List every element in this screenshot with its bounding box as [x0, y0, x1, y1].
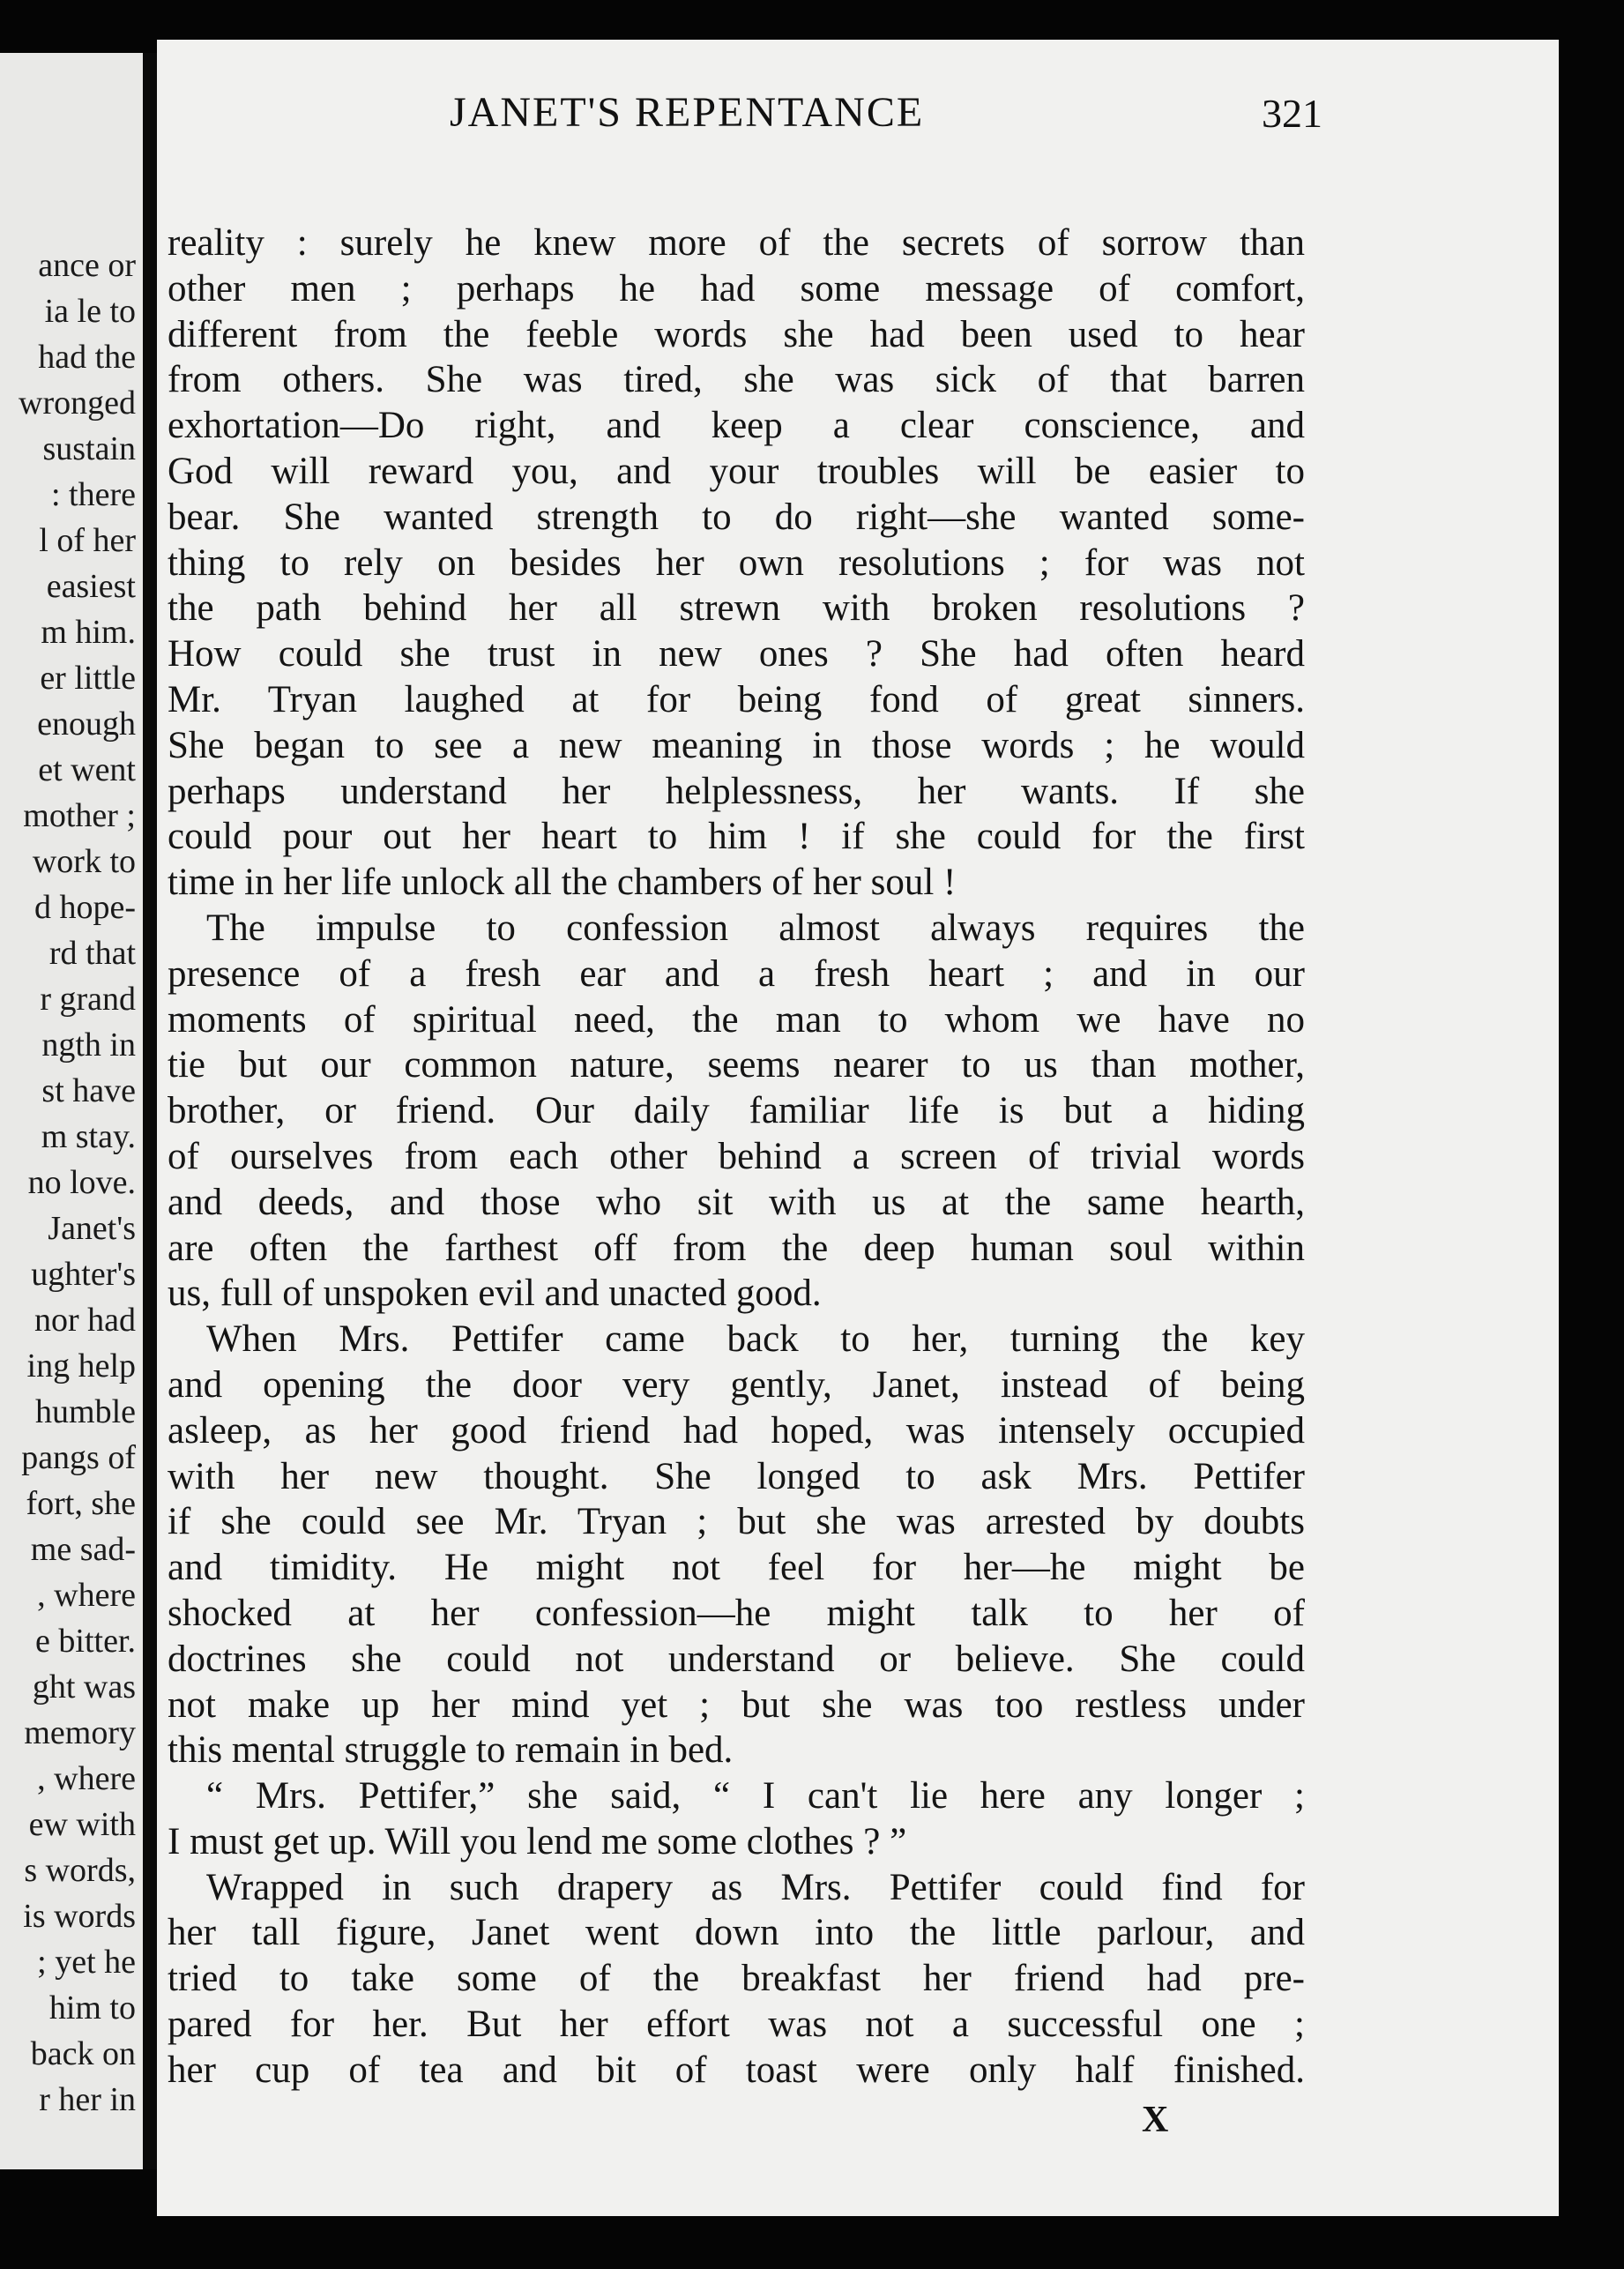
text-line: bear. She wanted strength to do right—she wanted some- — [168, 496, 1305, 538]
text-line: her cup of tea and bit of toast were only half finished. — [168, 2049, 1305, 2091]
text-line: She began to see a new meaning in those words ; he would — [168, 724, 1305, 766]
text-line: tried to take some of the breakfast her friend had pre- — [168, 1958, 1305, 2000]
text-line: moments of spiritual need, the man to whom we have no — [168, 998, 1305, 1041]
text-line: reality : surely he knew more of the secrets of sorrow than — [168, 222, 1305, 264]
facing-page-line: ia le to — [44, 293, 136, 330]
facing-page-text — [19, 243, 136, 2123]
facing-page-line: m stay. — [41, 1118, 136, 1155]
text-line: and opening the door very gently, Janet, instead of being — [168, 1363, 1305, 1406]
text-line: us, full of unspoken evil and unacted good. — [168, 1273, 822, 1315]
text-line: asleep, as her good friend had hoped, was intensely occupied — [168, 1409, 1305, 1452]
facing-page-line: e bitter. — [35, 1623, 136, 1660]
facing-page-line: Janet's — [48, 1210, 136, 1247]
text-line: exhortation—Do right, and keep a clear conscience, and — [168, 405, 1305, 447]
body-text — [168, 220, 1305, 2094]
facing-page-line: him to — [48, 1989, 136, 2026]
facing-page-line: ughter's — [31, 1256, 136, 1293]
facing-page-line: : there — [50, 476, 136, 513]
text-line: “ Mrs. Pettifer,” she said, “ I can't lie here any longer ; — [206, 1775, 1305, 1817]
text-line: doctrines she could not understand or believe. She could — [168, 1638, 1305, 1680]
facing-page-line: er little — [40, 660, 136, 697]
facing-page-line: back on — [30, 2035, 136, 2072]
text-line: if she could see Mr. Tryan ; but she was arrested by doubts — [168, 1501, 1305, 1543]
text-line: and timidity. He might not feel for her—he might be — [168, 1547, 1305, 1589]
facing-page-line: me sad- — [30, 1531, 136, 1568]
text-line: time in her life unlock all the chambers of her soul ! — [168, 862, 957, 904]
text-line: presence of a fresh ear and a fresh heart ; and in our — [168, 952, 1305, 995]
facing-page-line: ew with — [28, 1806, 136, 1843]
facing-page — [0, 53, 143, 2169]
text-line: The impulse to confession almost always requires the — [206, 907, 1305, 949]
facing-page-line: nor had — [34, 1302, 136, 1339]
facing-page-line: easiest — [46, 568, 136, 605]
facing-page-line: , where — [37, 1577, 136, 1614]
text-line: shocked at her confession—he might talk to her of — [168, 1592, 1305, 1634]
text-line: this mental struggle to remain in bed. — [168, 1729, 734, 1772]
facing-page-line: s words, — [24, 1852, 136, 1889]
facing-page-line: r her in — [39, 2081, 136, 2118]
running-head-title: JANET'S REPENTANCE — [450, 89, 925, 136]
text-line: perhaps understand her helplessness, her wants. If she — [168, 770, 1305, 812]
text-line: tie but our common nature, seems nearer to us than mother, — [168, 1044, 1305, 1086]
facing-page-line: ngth in — [41, 1026, 136, 1064]
text-line: different from the feeble words she had been used to hear — [168, 313, 1305, 355]
text-line: Mr. Tryan laughed at for being fond of great sinners. — [168, 678, 1305, 720]
facing-page-line: rd that — [48, 935, 136, 972]
text-line: How could she trust in new ones ? She had often heard — [168, 633, 1305, 675]
text-line: not make up her mind yet ; but she was too restless under — [168, 1683, 1305, 1726]
facing-page-line: m him. — [41, 614, 136, 651]
facing-page-line: ; yet he — [37, 1944, 136, 1981]
facing-page-line: ght was — [32, 1668, 136, 1705]
text-line: I must get up. Will you lend me some clothes ? ” — [168, 1820, 907, 1862]
facing-page-line: sustain — [42, 430, 136, 467]
facing-page-line: d hope- — [34, 889, 136, 926]
text-line: are often the farthest off from the deep human soul within — [168, 1227, 1305, 1269]
text-line: thing to rely on besides her own resolutions ; for was not — [168, 541, 1305, 584]
text-line: from others. She was tired, she was sick of that barren — [168, 359, 1305, 401]
facing-page-line: ing help — [26, 1347, 136, 1385]
text-line: could pour out her heart to him ! if she could for the first — [168, 816, 1305, 858]
text-line: When Mrs. Pettifer came back to her, turning the key — [206, 1318, 1305, 1361]
facing-page-line: memory — [24, 1714, 136, 1751]
facing-page-line: had the — [38, 339, 136, 376]
facing-page-line: l of her — [39, 522, 136, 559]
text-line: God will reward you, and your troubles will be easier to — [168, 450, 1305, 492]
facing-page-line: pangs of — [21, 1439, 136, 1476]
text-line: her tall figure, Janet went down into the little parlour, and — [168, 1912, 1305, 1954]
running-head — [300, 88, 1322, 141]
text-line: brother, or friend. Our daily familiar life is but a hiding — [168, 1090, 1305, 1132]
text-line: with her new thought. She longed to ask Mrs. Pettifer — [168, 1455, 1305, 1497]
signature-mark: X — [1142, 2100, 1169, 2140]
facing-page-line: enough — [37, 705, 136, 743]
text-line: the path behind her all strewn with broken resolutions ? — [168, 587, 1305, 630]
facing-page-line: st have — [41, 1072, 136, 1109]
facing-page-line: , where — [37, 1760, 136, 1797]
facing-page-line: ance or — [38, 247, 136, 284]
scan-border — [0, 2216, 1624, 2269]
facing-page-line: fort, she — [26, 1485, 136, 1522]
text-line: pared for her. But her effort was not a successful one ; — [168, 2004, 1305, 2046]
text-line: other men ; perhaps he had some message of comfort, — [168, 267, 1305, 310]
text-line: Wrapped in such drapery as Mrs. Pettifer could find for — [206, 1866, 1305, 1908]
facing-page-line: et went — [38, 751, 136, 788]
facing-page-line: r grand — [40, 981, 136, 1018]
facing-page-line: wronged — [19, 384, 136, 422]
facing-page-line: humble — [35, 1393, 136, 1430]
page-number: 321 — [1262, 91, 1322, 136]
facing-page-line: is words — [23, 1898, 136, 1935]
facing-page-line: work to — [32, 843, 136, 880]
facing-page-line: mother ; — [23, 797, 136, 834]
text-line: of ourselves from each other behind a screen of trivial words — [168, 1135, 1305, 1177]
text-line: and deeds, and those who sit with us at the same hearth, — [168, 1181, 1305, 1223]
facing-page-line: no love. — [27, 1164, 136, 1201]
